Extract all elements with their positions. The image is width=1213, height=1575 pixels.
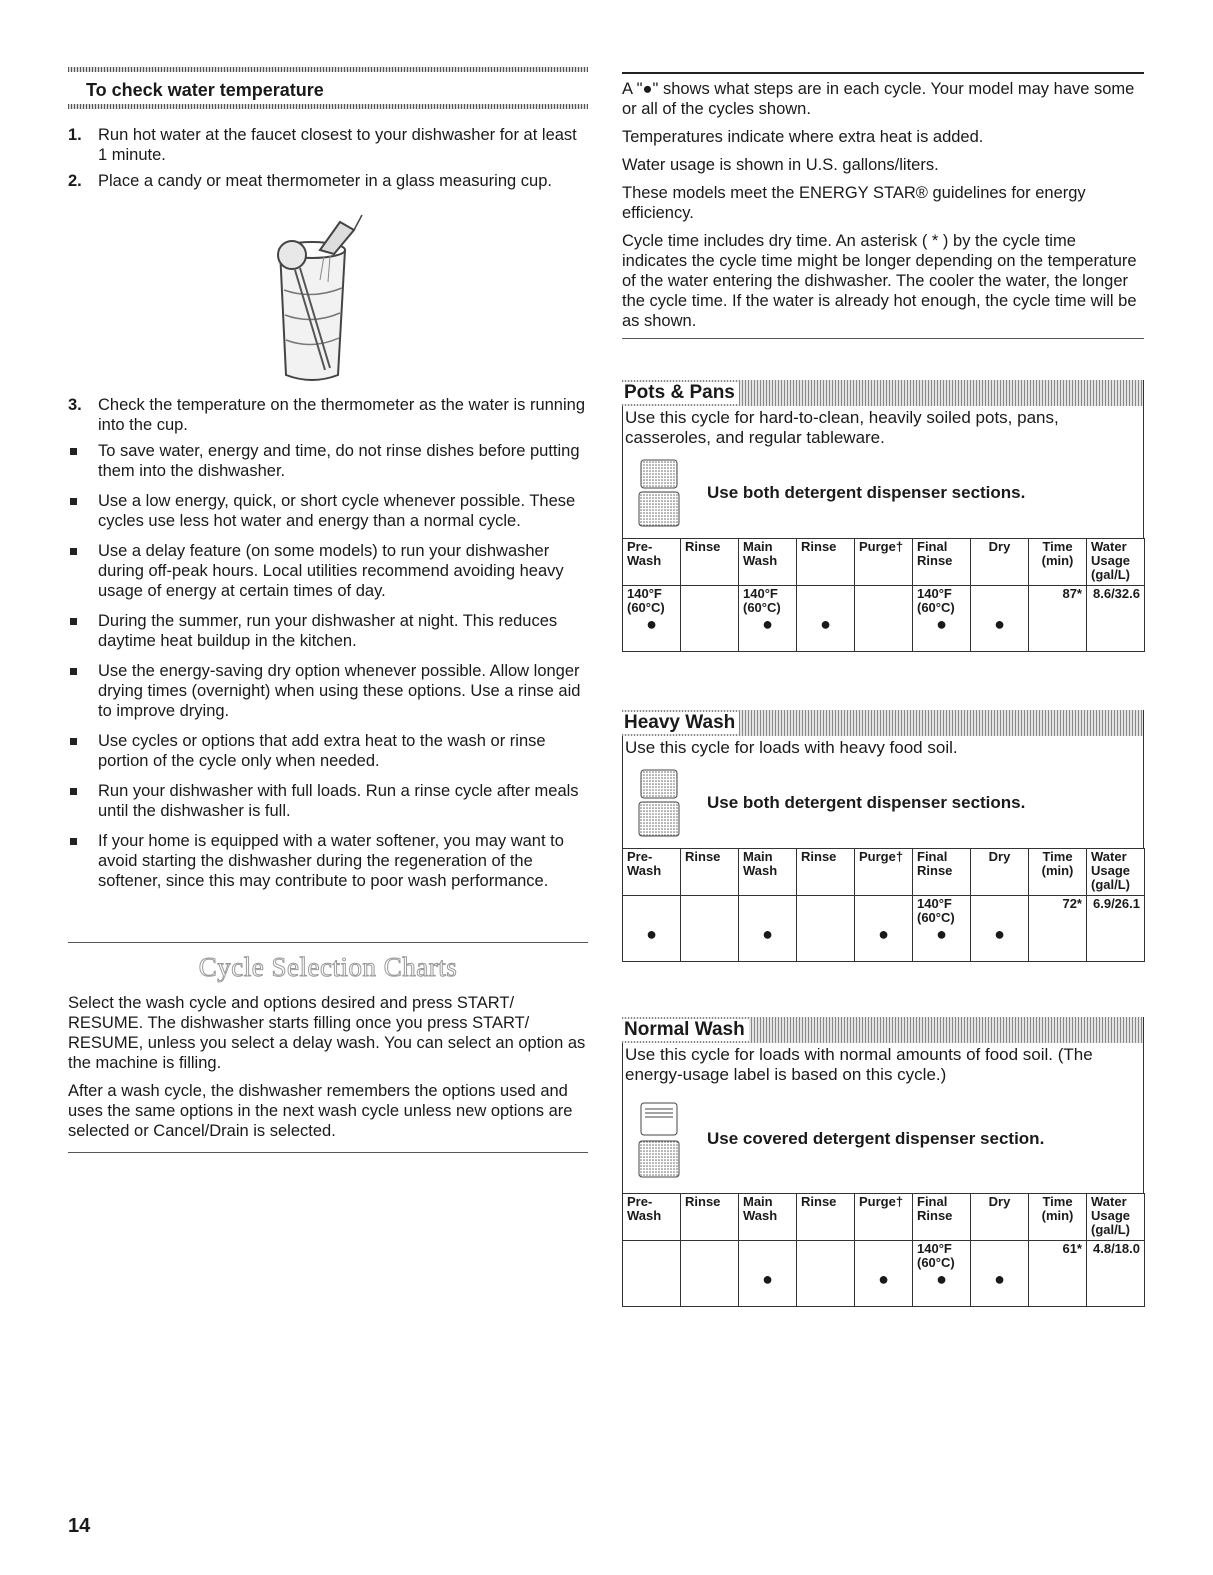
header-prewash: Pre- Wash <box>623 539 681 586</box>
cell-time: 87* <box>1029 586 1087 652</box>
cell-purge <box>855 586 913 652</box>
cell-water-usage: 6.9/26.1 <box>1087 896 1145 962</box>
step-dot: ● <box>936 924 947 944</box>
header-time: Time (min) <box>1029 1194 1087 1241</box>
dispenser-instruction: Use covered detergent dispenser section. <box>707 1129 1045 1148</box>
dispenser-row <box>623 448 1143 538</box>
paragraph: A "●" shows what steps are in each cycle. Your model may have some or all of the cycles shown. <box>622 80 1135 118</box>
thermometer-cup-illustration <box>250 210 370 385</box>
header-mainwash: Main Wash <box>739 1194 797 1241</box>
detergent-dispenser-both-icon <box>637 768 681 838</box>
cell-time: 72* <box>1029 896 1087 962</box>
section-title: Cycle Selection Charts <box>198 952 458 982</box>
dispenser-row <box>623 758 1143 848</box>
list-item <box>68 491 588 531</box>
cycle-frame <box>622 406 1144 538</box>
cell-water-usage: 8.6/32.6 <box>1087 586 1145 652</box>
bullet-text: Use a delay feature (on some models) to run your dishwasher during off-peak hours. Local utilities recommend avoiding heavy usage of energy at certain times of day. <box>98 542 564 600</box>
cell-prewash <box>623 1241 681 1307</box>
page-number: 14 <box>68 1515 91 1537</box>
header-dry: Dry <box>971 539 1029 586</box>
header-dry: Dry <box>971 1194 1029 1241</box>
cycle-name-bar <box>622 380 1144 406</box>
cell-rinse <box>797 896 855 962</box>
cycle-description: Use this cycle for hard-to-clean, heavily soiled pots, pans, casseroles, and regular tableware. <box>625 408 1059 447</box>
header-dry: Dry <box>971 849 1029 896</box>
header-mainwash: Main Wash <box>739 849 797 896</box>
cell-finalrinse <box>913 1241 971 1307</box>
list-item <box>68 541 588 601</box>
step-dot: ● <box>878 924 889 944</box>
detergent-dispenser-covered-icon <box>637 1099 681 1179</box>
paragraph: Cycle time includes dry time. An asterisk ( * ) by the cycle time indicates the cycle time might be longer depending on the temperature of the water entering the dishwasher. The cooler the water, the longer the cycle time. If the water is already hot enough, the cycle time will be as shown. <box>622 232 1137 330</box>
bullet-text: To save water, energy and time, do not rinse dishes before putting them into the dishwasher. <box>98 442 580 480</box>
bullet-text: During the summer, run your dishwasher at night. This reduces daytime heat buildup in the kitchen. <box>98 612 558 650</box>
cycle-name: Pots & Pans <box>622 382 739 404</box>
bullet-icon <box>68 781 98 821</box>
step-dot: ● <box>994 614 1005 634</box>
temperature-steps <box>68 125 588 197</box>
temperature-value: 140°F (60°C) <box>917 586 955 615</box>
cell-dry <box>971 586 1029 652</box>
cycle-selection-text <box>68 993 588 1149</box>
cycle-description: Use this cycle for loads with normal amounts of food soil. (The energy-usage label is based on this cycle.) <box>625 1045 1093 1084</box>
bullet-icon <box>68 441 98 481</box>
dispenser-instruction: Use both detergent dispenser sections. <box>707 483 1026 502</box>
header-water-usage: Water Usage (gal/L) <box>1087 849 1145 896</box>
header-purge: Purge† <box>855 1194 913 1241</box>
cell-dry <box>971 896 1029 962</box>
bullet-text: Use cycles or options that add extra heat to the wash or rinse portion of the cycle only when needed. <box>98 732 546 770</box>
header-water-usage: Water Usage (gal/L) <box>1087 539 1145 586</box>
bullet-icon <box>68 611 98 651</box>
step-dot: ● <box>762 924 773 944</box>
detergent-dispenser-both-icon <box>637 458 681 528</box>
cycle-description: Use this cycle for loads with heavy food soil. <box>625 738 958 757</box>
paragraph: Select the wash cycle and options desired and press START/ RESUME. The dishwasher starts filling once you press START/ RESUME, unless you select a delay wash. You can select an option as the machine is filling. <box>68 994 586 1072</box>
cycle-name: Heavy Wash <box>622 712 739 734</box>
step-number: 3. <box>68 396 82 414</box>
temperature-value: 140°F (60°C) <box>627 586 665 615</box>
header-rinse: Rinse <box>797 1194 855 1241</box>
step-dot: ● <box>762 1269 773 1289</box>
step-item <box>68 171 588 191</box>
header-prewash: Pre- Wash <box>623 1194 681 1241</box>
header-prewash: Pre- Wash <box>623 849 681 896</box>
list-item <box>68 661 588 721</box>
cell-rinse <box>681 586 739 652</box>
tips-list <box>68 395 588 901</box>
cycle-frame <box>622 1043 1144 1193</box>
step-item <box>68 395 588 435</box>
step-dot: ● <box>936 614 947 634</box>
bullet-text: Use the energy-saving dry option whenever possible. Allow longer drying times (overnight) when using these options. Use a rinse aid to improve drying. <box>98 662 581 720</box>
cycle-normal-wash <box>622 1017 1144 1307</box>
bullet-icon <box>68 831 98 891</box>
step-item <box>68 125 588 165</box>
dispenser-row <box>623 1085 1143 1193</box>
cell-rinse <box>797 586 855 652</box>
temperature-value: 140°F (60°C) <box>743 586 781 615</box>
cycle-steps-table <box>622 848 1145 962</box>
header-purge: Purge† <box>855 539 913 586</box>
heading-rule-top <box>68 67 588 72</box>
intro-rule-bottom <box>622 338 1144 339</box>
water-temperature-heading: To check water temperature <box>86 80 324 100</box>
step-text: Place a candy or meat thermometer in a glass measuring cup. <box>98 172 552 190</box>
cell-mainwash <box>739 586 797 652</box>
bullet-text: If your home is equipped with a water softener, you may want to avoid starting the dishwasher during the regeneration of the softener, since this may contribute to poor wash performance. <box>98 832 564 890</box>
cycle-heavy-wash <box>622 710 1144 962</box>
header-mainwash: Main Wash <box>739 539 797 586</box>
cycle-steps-table <box>622 538 1145 652</box>
paragraph: After a wash cycle, the dishwasher remembers the options used and uses the same options in the next wash cycle unless new options are selected or Cancel/Drain is selected. <box>68 1082 573 1140</box>
step-dot: ● <box>646 614 657 634</box>
header-rinse: Rinse <box>797 849 855 896</box>
header-finalrinse: Final Rinse <box>913 849 971 896</box>
header-finalrinse: Final Rinse <box>913 1194 971 1241</box>
cell-mainwash <box>739 896 797 962</box>
header-finalrinse: Final Rinse <box>913 539 971 586</box>
cell-rinse <box>681 896 739 962</box>
cell-rinse <box>681 1241 739 1307</box>
header-time: Time (min) <box>1029 539 1087 586</box>
cell-purge <box>855 896 913 962</box>
intro-rule-top <box>622 72 1144 74</box>
list-item <box>68 731 588 771</box>
header-rinse: Rinse <box>797 539 855 586</box>
cell-time: 61* <box>1029 1241 1087 1307</box>
cycle-name-bar <box>622 710 1144 736</box>
header-rinse: Rinse <box>681 849 739 896</box>
cell-prewash <box>623 586 681 652</box>
header-purge: Purge† <box>855 849 913 896</box>
step-dot: ● <box>646 924 657 944</box>
bullet-text: Use a low energy, quick, or short cycle whenever possible. These cycles use less hot water and energy than a normal cycle. <box>98 492 576 530</box>
cycle-chart-intro <box>622 79 1144 339</box>
step-text: Run hot water at the faucet closest to your dishwasher for at least 1 minute. <box>98 126 577 164</box>
paragraph: These models meet the ENERGY STAR® guidelines for energy efficiency. <box>622 184 1086 222</box>
step-dot: ● <box>820 614 831 634</box>
cell-prewash <box>623 896 681 962</box>
cell-purge <box>855 1241 913 1307</box>
step-number: 2. <box>68 172 82 190</box>
header-water-usage: Water Usage (gal/L) <box>1087 1194 1145 1241</box>
section-divider <box>68 942 588 943</box>
paragraph: Water usage is shown in U.S. gallons/liters. <box>622 156 939 174</box>
step-number: 1. <box>68 126 82 144</box>
step-dot: ● <box>994 1269 1005 1289</box>
bullet-icon <box>68 661 98 721</box>
bullet-icon <box>68 541 98 601</box>
step-dot: ● <box>878 1269 889 1289</box>
cycle-name: Normal Wash <box>622 1019 749 1041</box>
step-dot: ● <box>936 1269 947 1289</box>
step-text: Check the temperature on the thermometer as the water is running into the cup. <box>98 396 585 434</box>
step-dot: ● <box>994 924 1005 944</box>
cycle-frame <box>622 736 1144 848</box>
cell-finalrinse <box>913 586 971 652</box>
cycle-pots-and-pans <box>622 380 1144 652</box>
cycle-steps-table <box>622 1193 1145 1307</box>
list-item <box>68 781 588 821</box>
cell-rinse <box>797 1241 855 1307</box>
temperature-value: 140°F (60°C) <box>917 1241 955 1270</box>
cell-mainwash <box>739 1241 797 1307</box>
cell-finalrinse <box>913 896 971 962</box>
header-time: Time (min) <box>1029 849 1087 896</box>
dispenser-instruction: Use both detergent dispenser sections. <box>707 793 1026 812</box>
step-dot: ● <box>762 614 773 634</box>
bullet-text: Run your dishwasher with full loads. Run a rinse cycle after meals until the dishwasher is full. <box>98 782 579 820</box>
bullet-icon <box>68 491 98 531</box>
cell-water-usage: 4.8/18.0 <box>1087 1241 1145 1307</box>
list-item <box>68 441 588 481</box>
list-item <box>68 611 588 651</box>
header-rinse: Rinse <box>681 1194 739 1241</box>
list-item <box>68 831 588 891</box>
heading-rule-bottom <box>68 104 588 109</box>
temperature-value: 140°F (60°C) <box>917 896 955 925</box>
paragraph: Temperatures indicate where extra heat is added. <box>622 128 984 146</box>
header-rinse: Rinse <box>681 539 739 586</box>
bullet-icon <box>68 731 98 771</box>
cycle-name-bar <box>622 1017 1144 1043</box>
cell-dry <box>971 1241 1029 1307</box>
section-divider <box>68 1152 588 1153</box>
